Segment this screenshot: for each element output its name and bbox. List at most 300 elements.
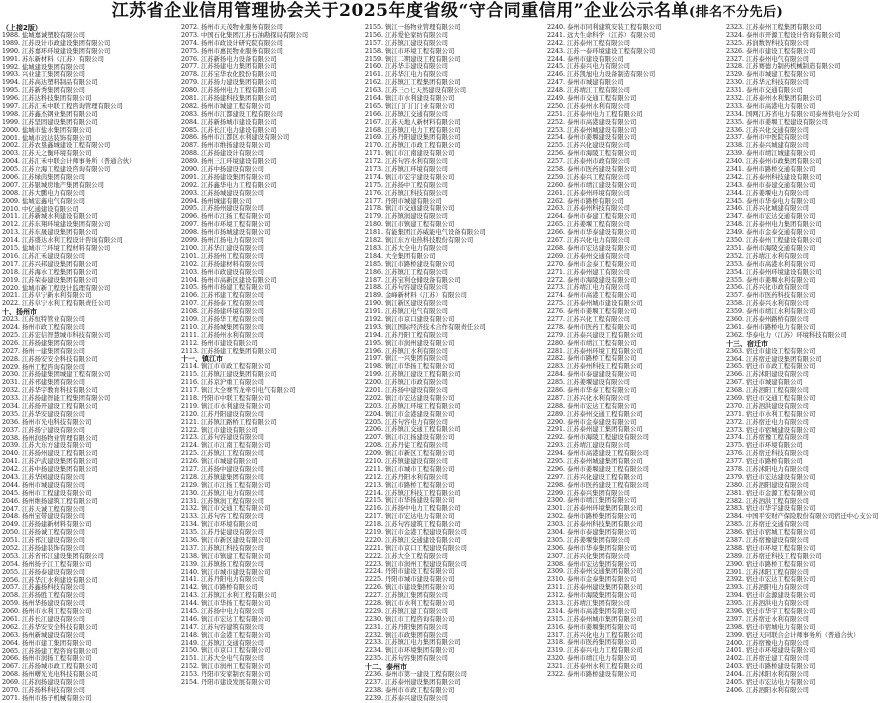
entry-number: 2150. (181, 647, 200, 655)
list-item (547, 529, 723, 537)
entry-number: 2040. (2, 450, 21, 458)
entry-number: 2342. (726, 173, 745, 181)
list-item (181, 553, 361, 561)
company-name: 江苏句容建筑工程有限公司 (385, 521, 461, 529)
entry-number: 2048. (2, 513, 21, 521)
list-item (726, 395, 893, 403)
entry-number: 2372. (726, 418, 745, 426)
company-name: 泰州市医药工程有限公司 (567, 323, 637, 331)
list-item (2, 237, 178, 245)
company-name: 江苏扬中电力工程有限公司 (385, 505, 461, 513)
company-name: 扬州一建集团有限公司 (22, 347, 85, 355)
company-name: 江苏泰州城建设有限公司 (567, 126, 637, 134)
list-item (726, 229, 893, 237)
column-4 (547, 24, 723, 679)
company-name: 江苏泰州建工集团有限公司 (567, 426, 643, 434)
entry-number: 2172. (365, 158, 384, 166)
list-item (365, 40, 543, 48)
list-item (726, 411, 893, 419)
list-item (547, 32, 723, 40)
company-name: 江苏立海工程建设咨询有限公司 (22, 166, 111, 174)
company-name: 扬州市政工程有限公司 (22, 324, 85, 332)
entry-number: 2144. (181, 600, 200, 608)
entry-number: 2178. (365, 205, 384, 213)
entry-number: 2329. (726, 71, 745, 79)
company-name: 宿迁市金源建设有限公司 (746, 592, 816, 600)
entry-number: 2055. (2, 568, 21, 576)
company-name: 江苏镇江建设工程有限公司 (385, 371, 461, 379)
company-name: 宿迁市宏达电力有限公司 (746, 679, 816, 687)
company-name: 江苏泰州城建集团有限公司 (567, 457, 643, 465)
entry-number: 2273. (547, 284, 566, 292)
entry-number: 2234. (365, 647, 384, 655)
list-item (2, 537, 178, 545)
company-name: 江苏泗阳水利有限公司 (746, 686, 809, 694)
entry-number: 2269. (547, 252, 566, 260)
company-name: 丹阳市建设工程有限公司 (385, 568, 455, 576)
company-name: 江苏泰兴电力工程有限公司 (567, 647, 643, 655)
company-name: 泰州市高港集团有限公司 (567, 607, 637, 615)
company-name: 镇江市环境集团有限公司 (385, 647, 455, 655)
company-name: 镇江市水利建设有限公司 (385, 95, 455, 103)
entry-number: 2249. (547, 95, 566, 103)
company-name: 丹阳市城建有限公司 (385, 197, 442, 205)
entry-number: 2259. (547, 173, 566, 181)
entry-number: 2125. (181, 450, 200, 458)
list-item (181, 466, 361, 474)
list-item (365, 229, 543, 237)
list-item (365, 521, 543, 529)
entry-number: 2170. (365, 142, 384, 150)
entry-number: 2363. (726, 347, 745, 355)
company-name: 江苏镇建集团有限公司 (201, 473, 264, 481)
list-item (365, 300, 543, 308)
company-name: 镇江市工程咨询有限公司 (385, 615, 455, 623)
entry-number: 2283. (547, 363, 566, 371)
list-item (547, 553, 723, 561)
entry-number: 2295. (547, 457, 566, 465)
entry-number: 2099. (181, 237, 200, 245)
entry-number: 2052. (2, 545, 21, 552)
entry-number: 2332. (726, 95, 745, 103)
list-item (2, 632, 178, 640)
entry-number: 2017. (2, 260, 21, 268)
section-heading: 十三、宿迁市 (726, 339, 768, 348)
entry-number: 2323. (726, 24, 745, 31)
company-name: 兴业建工集团有限公司 (22, 71, 85, 79)
list-item (365, 261, 543, 269)
company-name: 泰州市中医院有限公司 (746, 134, 809, 142)
entry-number: 2394. (726, 592, 745, 600)
entry-number: 2115. (181, 371, 200, 379)
list-item (181, 158, 361, 166)
entry-number: 2142. (181, 584, 200, 592)
entry-number: 2370. (726, 402, 745, 410)
company-name: 江苏泰州电气有限公司 (746, 55, 809, 63)
entry-number: 2327. (726, 55, 745, 63)
list-item (547, 95, 723, 103)
company-name: 江苏镇江电力有限公司 (201, 489, 264, 497)
entry-number: 2199. (365, 371, 384, 379)
company-name: 泰州市海陵工程建设有限公司 (567, 434, 649, 442)
list-item (2, 166, 178, 174)
company-name: 江苏泰州水利有限公司 (567, 102, 630, 110)
company-name: 江苏兴化建设有限公司 (567, 142, 630, 150)
entry-number: 2003. (2, 150, 21, 158)
entry-number: 2145. (181, 608, 200, 616)
company-name: 宿迁市宏达工程有限公司 (746, 576, 816, 584)
entry-number: 2320. (547, 655, 566, 663)
entry-number: 2205. (365, 418, 384, 426)
list-item (726, 269, 893, 277)
entry-number: 2366. (726, 371, 745, 379)
entry-number: 2033. (2, 395, 21, 403)
list-item (726, 671, 893, 679)
list-item (2, 245, 178, 253)
company-name: 扬州宝带建设有限公司 (22, 513, 85, 521)
company-name: 江苏泗洪建设有限公司 (746, 402, 809, 410)
company-name: 江苏沭阳水利有限公司 (746, 671, 809, 679)
entry-number: 2254. (547, 134, 566, 142)
company-name: 扬州新城建设有限公司 (22, 631, 85, 639)
entry-number: 2045. (2, 489, 21, 497)
company-name: 扬州市政建设有限公司 (201, 268, 264, 276)
entry-number: 2166. (365, 110, 384, 118)
company-name: 镇江市江南工程有限公司 (201, 442, 271, 450)
list-item (726, 87, 893, 95)
company-name: 江苏泰州水利集团有限公司 (746, 95, 822, 103)
entry-number: 2106. (181, 292, 200, 300)
list-item (365, 600, 543, 608)
list-item (2, 103, 178, 111)
list-item (181, 119, 361, 127)
list-item (181, 40, 361, 48)
entry-number: 2229. (365, 607, 384, 615)
list-item (181, 79, 361, 87)
entry-number: 2060. (2, 608, 21, 616)
entry-number: 2049. (2, 521, 21, 529)
company-name: 江苏省邗江建设集团有限公司 (22, 552, 104, 560)
company-name: 镇江市环境工程有限公司 (385, 47, 455, 55)
company-name: 盐城市兰环境工程材料有限公司 (22, 245, 111, 253)
list-item (547, 292, 723, 300)
list-item (181, 403, 361, 411)
company-name: 江苏凯旭电力设备制造有限公司 (567, 71, 656, 79)
company-name: 江苏镇扬工程有限公司 (201, 560, 264, 568)
company-name: 江苏泰州市政集团有限公司 (746, 158, 822, 166)
entry-number: 2044. (2, 481, 21, 489)
entry-number: 2289. (547, 410, 566, 418)
list-item (2, 679, 178, 687)
list-item (181, 561, 361, 569)
list-item (365, 24, 543, 32)
company-name: 镇江市路桥有限公司 (201, 584, 258, 592)
list-item (365, 190, 543, 198)
company-name: 江苏沭阳工程有限公司 (746, 568, 809, 576)
entry-number: 2365. (726, 363, 745, 371)
company-name: 江苏坚固建设集团有限公司 (22, 118, 98, 126)
list-item (547, 174, 723, 182)
entry-number: 2379. (726, 473, 745, 481)
list-item (547, 182, 723, 190)
entry-number: 2121. (181, 418, 200, 426)
company-name: 泰州市海陵建设有限公司 (567, 276, 637, 284)
entry-number: 2225. (365, 576, 384, 584)
entry-number: 2384. (726, 513, 745, 521)
list-item (181, 379, 361, 387)
entry-number: 2317. (547, 631, 566, 639)
list-item (547, 513, 723, 521)
company-name: 江苏大全工程有限公司 (385, 552, 448, 560)
company-name: 扬州市建工集团有限公司 (22, 639, 92, 647)
company-name: 镇江市宏达建设有限公司 (385, 394, 455, 402)
company-name: 江苏靖江工程有限公司 (567, 87, 630, 95)
list-item (547, 316, 723, 324)
company-name: 江苏靖江集团有限公司 (567, 600, 630, 608)
entry-number: 2022. (2, 300, 21, 308)
entry-number: 2064. (2, 639, 21, 647)
entry-number: 1996. (2, 95, 21, 103)
company-name: 泰州市交通有限公司 (746, 87, 803, 95)
entry-number: 2082. (181, 102, 200, 110)
company-name: 扬州市光电科技有限公司 (22, 418, 92, 426)
entry-number: 2239. (365, 694, 384, 702)
list-item (2, 600, 178, 608)
entry-number: 2192. (365, 315, 384, 323)
entry-number: 2108. (181, 308, 200, 316)
entry-number: 2350. (726, 237, 745, 245)
entry-number: 2383. (726, 505, 745, 513)
entry-number: 2403. (726, 663, 745, 671)
company-name: 江苏盛达水利工程设计咨询有限公司 (22, 237, 123, 245)
company-name: 扬州工程咨询有限公司 (22, 363, 85, 371)
company-name: 江苏靖江水利有限公司 (746, 252, 809, 260)
company-name: 江苏宝利仓储设备有限公司 (385, 276, 461, 284)
company-name: 盐城建设集团有限公司 (22, 63, 85, 71)
company-name: 江苏姜堰建设有限公司 (567, 379, 630, 387)
company-name: 远大生命科学（江苏）有限公司 (567, 31, 656, 39)
company-name: 江苏大鹏电力有限公司 (22, 189, 85, 197)
entry-number: 2324. (726, 31, 745, 39)
entry-number: 2303. (547, 521, 566, 529)
entry-number: 2235. (365, 655, 384, 663)
entry-number: 1991. (2, 55, 21, 63)
column-2 (181, 24, 361, 687)
entry-number: 2194. (365, 331, 384, 339)
entry-number: 2031. (2, 379, 21, 387)
entry-number: 2274. (547, 292, 566, 300)
company-name: 江苏扬建设集团有限公司 (201, 173, 271, 181)
list-item (2, 127, 178, 135)
company-name: 江苏扬建装饰有限公司 (22, 545, 85, 552)
company-name: 泰州市开源工程设计咨询有限公司 (746, 31, 841, 39)
entry-number: 2233. (365, 639, 384, 647)
company-name: 江苏润扬建设有限公司 (22, 679, 85, 687)
company-name: 泰州市靖江电力有限公司 (567, 655, 637, 663)
title-text: 江苏省企业信用管理协会关于2025年度省级“守合同重信用”企业公示名单 (111, 1, 690, 21)
list-item (547, 158, 723, 166)
company-name: 扬州江扬电力有限公司 (201, 237, 264, 245)
entry-number: 2169. (365, 134, 384, 142)
entry-number: 2046. (2, 497, 21, 505)
list-item (181, 679, 361, 687)
company-name: 江苏丹徒工程有限公司 (385, 442, 448, 450)
company-name: 江苏句容工程有限公司 (201, 513, 264, 521)
company-name: 江苏镇江电气有限公司 (385, 308, 448, 316)
company-name: 宿迁市华宇工程有限公司 (746, 608, 816, 616)
company-name: 江苏泰州环境工程有限公司 (567, 347, 643, 355)
company-name: 泰州市路桥集团有限公司 (567, 513, 637, 521)
company-name: 江苏邗江建设有限公司 (22, 537, 85, 545)
entry-number: 2355. (726, 276, 745, 284)
entry-number: 2271. (547, 268, 566, 276)
list-item (726, 679, 893, 687)
company-name: 江苏镇江工程有限公司 (201, 450, 264, 458)
entry-number: 2041. (2, 458, 21, 466)
entry-number: 2189. (365, 292, 384, 300)
entry-number: 2333. (726, 102, 745, 110)
entry-number: 2238. (365, 686, 384, 694)
entry-number: 2002. (2, 142, 21, 150)
company-name: 江苏一泰环境建设工程有限公司 (567, 47, 656, 55)
listing-columns (2, 24, 893, 702)
entry-number: 2123. (181, 434, 200, 442)
entry-number: 2200. (365, 379, 384, 387)
list-item (547, 269, 723, 277)
company-name: 江苏泰州科技集团有限公司 (567, 521, 643, 529)
company-name: 镇江市宏达工程有限公司 (201, 615, 271, 623)
company-name: 镇江市镇建工程有限公司 (201, 552, 271, 560)
company-name: 江苏兴化集团有限公司 (567, 552, 630, 560)
list-item (726, 119, 893, 127)
company-name: 江苏扬建集团有限公司 (22, 339, 85, 347)
list-item (365, 221, 543, 229)
list-item (2, 253, 178, 261)
company-name: 江苏宿迁交通有限公司 (746, 521, 809, 529)
company-name: 江苏华江建设有限公司 (201, 244, 264, 252)
list-item (181, 316, 361, 324)
company-name: 镇江市水利建设有限公司 (201, 402, 271, 410)
entry-number: 2206. (365, 426, 384, 434)
entry-number: 2385. (726, 521, 745, 529)
list-item (2, 316, 178, 324)
company-name: 扬州市扬子机械有限公司 (22, 694, 92, 702)
entry-number: 2101. (181, 252, 200, 260)
company-name: 扬州市城建设有限公司 (22, 481, 85, 489)
company-name: 国网江苏省电力有限公司泰州供电分公司 (746, 110, 860, 118)
entry-number: 2255. (547, 142, 566, 150)
entry-number: 2149. (181, 639, 200, 647)
entry-number: 2011. (2, 213, 21, 221)
entry-number: 2208. (365, 442, 384, 450)
company-name: 扬州维扬建筑工程有限公司 (22, 497, 98, 505)
entry-number: 2228. (365, 600, 384, 608)
list-item (2, 482, 178, 490)
company-name: 江苏姜堰电力有限公司 (746, 189, 809, 197)
entry-number: 2180. (365, 221, 384, 229)
company-name: 大全集团有限公司 (385, 252, 436, 260)
company-name: 扬州市扬建工程有限公司 (201, 284, 271, 292)
company-name: 扬州市水利工程有限公司 (22, 608, 92, 616)
company-name: 泰州市市政工程有限公司 (385, 686, 455, 694)
entry-number: 2293. (547, 442, 566, 450)
list-item (181, 190, 361, 198)
company-name: 中亿通建设有限公司 (22, 205, 79, 213)
entry-number: 2296. (547, 465, 566, 473)
list-item (181, 419, 361, 427)
company-name: 江苏泰州路桥有限公司 (746, 315, 809, 323)
entry-number: 2330. (726, 79, 745, 87)
entry-number: 2112. (181, 339, 200, 347)
list-item (365, 584, 543, 592)
company-name: 扬州华扬建设有限公司 (22, 600, 85, 608)
entry-number: 2210. (365, 457, 384, 465)
company-name: 宿迁市交通工程有限公司 (746, 394, 816, 402)
company-name: 泰州市交通工程有限公司 (567, 95, 637, 103)
company-name: 江苏丹阳电力有限公司 (201, 576, 264, 584)
entry-number: 2247. (547, 79, 566, 87)
entry-number: 2266. (547, 229, 566, 237)
entry-number: 2260. (547, 181, 566, 189)
company-name: 镇江市市政工程有限公司 (201, 363, 271, 371)
company-name: 泰州市高港建设工程有限公司 (567, 450, 649, 458)
company-name: 江苏镇江交通工程有限公司 (385, 426, 461, 434)
entry-number: 2241. (547, 31, 566, 39)
list-item (726, 48, 893, 56)
entry-number: 2371. (726, 410, 745, 418)
list-item (726, 182, 893, 190)
company-name: 江苏镇江环境工程有限公司 (385, 402, 461, 410)
list-item (365, 95, 543, 103)
entry-number: 2356. (726, 284, 745, 292)
list-item (365, 253, 543, 261)
entry-number: 2186. (365, 268, 384, 276)
entry-number: 2328. (726, 63, 745, 71)
company-name: 江苏镇江交通有限公司 (385, 110, 448, 118)
entry-number: 2032. (2, 387, 21, 395)
entry-number: 2346. (726, 205, 745, 213)
entry-number: 2357. (726, 292, 745, 300)
company-name: 江苏泰兴建设有限公司 (385, 694, 448, 702)
company-name: 扬州三江环境建设有限公司 (201, 158, 277, 166)
entry-number: 2023. (2, 316, 21, 324)
entry-number: 2352. (726, 252, 745, 260)
list-item (2, 616, 178, 624)
list-item (547, 458, 723, 466)
entry-number: 2335. (726, 118, 745, 126)
list-item (2, 608, 178, 616)
list-item (181, 95, 361, 103)
company-name: 泰州市建设有限公司 (567, 55, 624, 63)
company-name: 江苏泰兴建设工程有限公司 (567, 331, 643, 339)
company-name: 江苏汇禾建设有限公司 (22, 252, 85, 260)
entry-number: 2213. (365, 481, 384, 489)
company-name: 泰州市路桥交通有限公司 (746, 166, 816, 174)
company-name: 宿迁市路桥工程有限公司 (746, 560, 816, 568)
entry-number: 2027. (2, 347, 21, 355)
entry-number: 2168. (365, 126, 384, 134)
list-item (181, 340, 361, 348)
company-name: 江苏扬诚工程有限公司 (22, 529, 85, 537)
company-name: 扬州润扬物业管理有限公司 (22, 434, 98, 442)
entry-number: 2005. (2, 166, 21, 174)
company-name: 镇江市路桥建设有限公司 (385, 260, 455, 268)
entry-number: 2397. (726, 615, 745, 623)
list-item (547, 466, 723, 474)
entry-number: 2159. (365, 55, 384, 63)
list-item (365, 332, 543, 340)
list-item (365, 158, 543, 166)
